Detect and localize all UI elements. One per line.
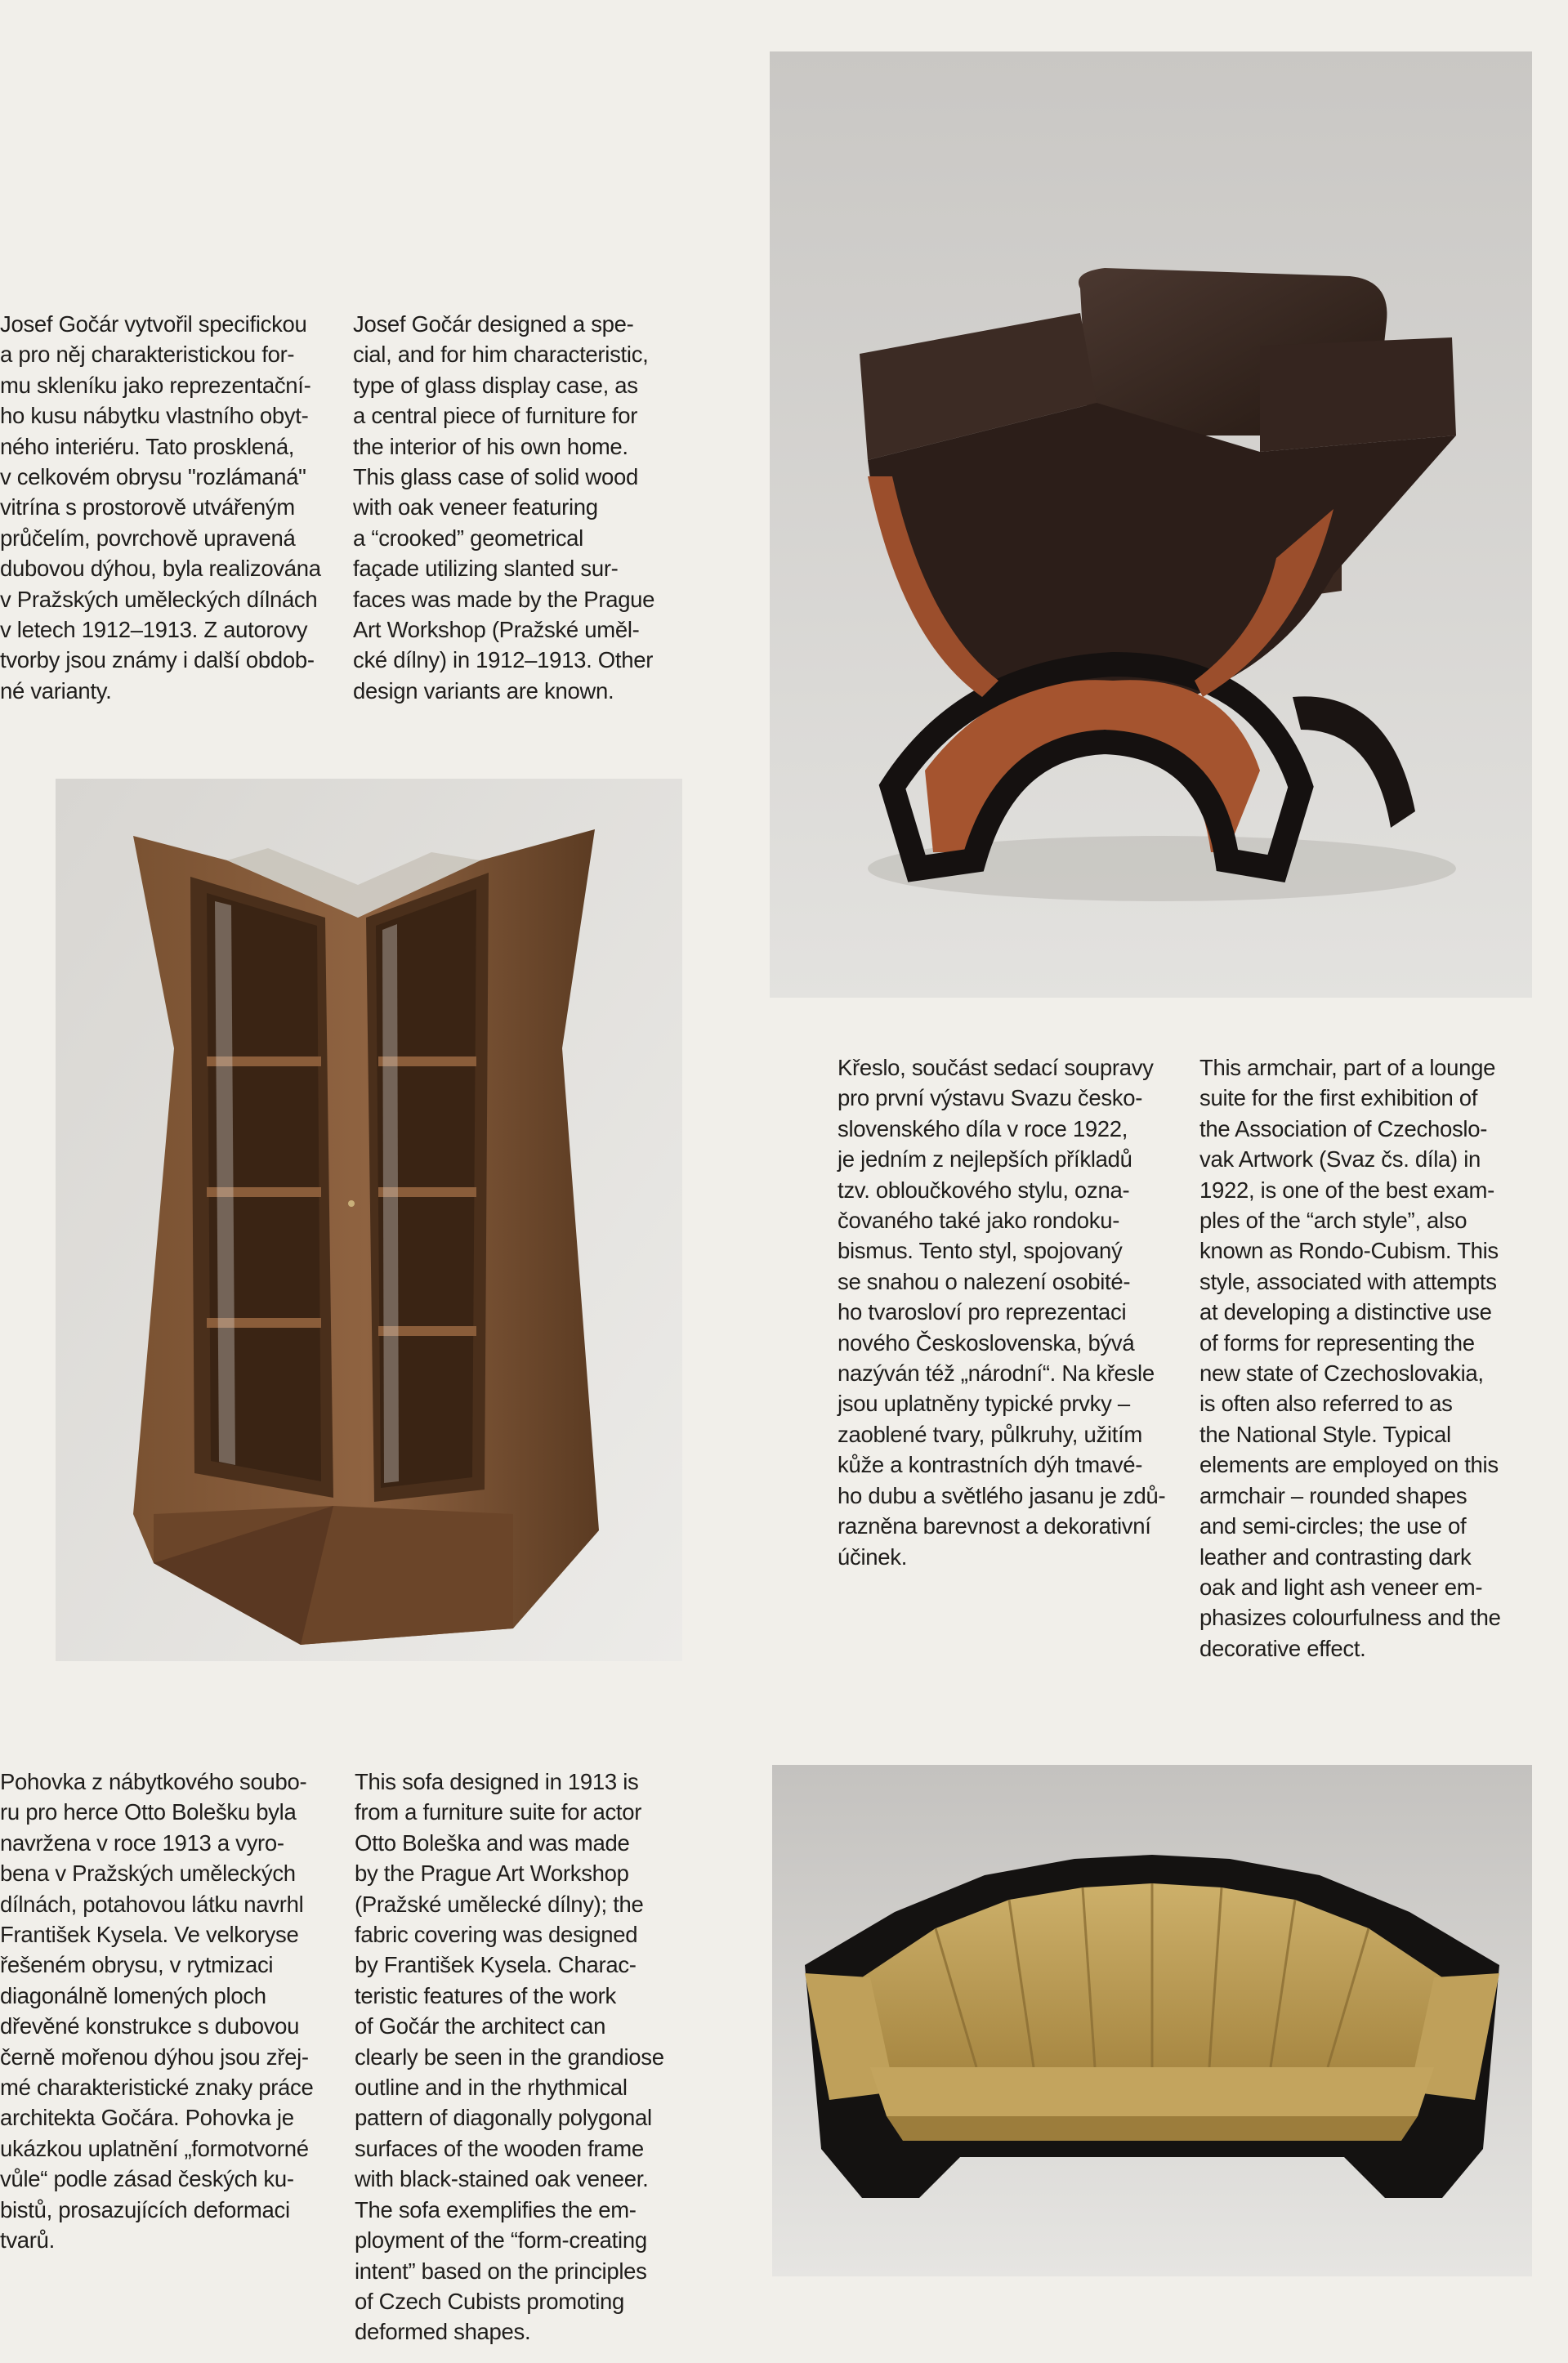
text-line: mé charakteristické znaky práce	[0, 2075, 314, 2101]
text-line: the National Style. Typical	[1199, 1421, 1451, 1447]
text-line: v letech 1912–1913. Z autorovy	[0, 617, 308, 643]
text-line: intent” based on the principles	[355, 2258, 647, 2284]
text-line: tvorby jsou známy i další obdob-	[0, 647, 315, 673]
text-line: v Pražských uměleckých dílnách	[0, 586, 318, 612]
text-line: tvarů.	[0, 2227, 55, 2254]
text-line: černě mořenou dýhou jsou zřej-	[0, 2044, 309, 2070]
text-line: Otto Boleška and was made	[355, 1829, 630, 1856]
text-line: of Czech Cubists promoting	[355, 2288, 624, 2314]
text-line: design variants are known.	[353, 677, 614, 704]
text-line: tzv. obloučkového stylu, ozna-	[838, 1177, 1130, 1203]
text-line: dubovou dýhou, byla realizována	[0, 556, 321, 582]
text-line: with black-stained oak veneer.	[355, 2166, 649, 2192]
text-line: pattern of diagonally polygonal	[355, 2105, 652, 2131]
text-line: a “crooked” geometrical	[353, 525, 583, 551]
text-line: průčelím, povrchově upravená	[0, 525, 296, 551]
text-line: from a furniture suite for actor	[355, 1799, 642, 1825]
sofa-illustration	[772, 1765, 1532, 2276]
text-line: Josef Gočár vytvořil specifickou	[0, 311, 307, 337]
text-line: the Association of Czechoslo-	[1199, 1115, 1488, 1141]
text-line: navržena v roce 1913 a vyro-	[0, 1829, 284, 1856]
text-line: čovaného také jako rondoku-	[838, 1208, 1120, 1234]
text-line: řešeném obrysu, v rytmizaci	[0, 1952, 274, 1978]
text-line: elements are employed on this	[1199, 1452, 1499, 1478]
display-case-caption-english	[353, 309, 696, 706]
text-line: fabric covering was designed	[355, 1922, 638, 1948]
text-line: František Kysela. Ve velkoryse	[0, 1922, 299, 1948]
text-line: zaoblené tvary, půlkruhy, užitím	[838, 1421, 1143, 1447]
text-line: cial, and for him characteristic,	[353, 342, 649, 368]
text-line: se snahou o nalezení osobité-	[838, 1268, 1131, 1294]
text-line: dílnách, potahovou látku navrhl	[0, 1891, 304, 1917]
armchair-illustration	[770, 51, 1532, 998]
text-line: The sofa exemplifies the em-	[355, 2196, 637, 2222]
text-line: mu skleníku jako reprezentační-	[0, 372, 311, 398]
text-line: ho kusu nábytku vlastního obyt-	[0, 403, 309, 429]
text-line: Josef Gočár designed a spe-	[353, 311, 634, 337]
text-line: pro první výstavu Svazu česko-	[838, 1085, 1143, 1111]
text-line: ployment of the “form-creating	[355, 2227, 647, 2254]
text-line: vak Artwork (Svaz čs. díla) in	[1199, 1146, 1481, 1173]
text-line: deformed shapes.	[355, 2319, 531, 2345]
text-line: is often also referred to as	[1199, 1391, 1453, 1417]
text-line: Pohovka z nábytkového soubo-	[0, 1769, 307, 1794]
text-line: phasizes colourfulness and the	[1199, 1605, 1501, 1631]
text-line: This sofa designed in 1913 is	[355, 1769, 639, 1794]
sofa-caption-czech	[0, 1767, 343, 2256]
armchair-caption-english	[1199, 1052, 1543, 1664]
text-line: razněna barevnost a dekorativní	[838, 1513, 1151, 1539]
text-line: faces was made by the Prague	[353, 586, 655, 612]
text-line: ho dubu a světlého jasanu je zdů-	[838, 1482, 1166, 1508]
text-line: bena v Pražských uměleckých	[0, 1860, 296, 1887]
text-line: vůle“ podle zásad českých ku-	[0, 2166, 294, 2192]
text-line: ru pro herce Otto Bolešku byla	[0, 1799, 297, 1825]
text-line: nazýván též „národní“. Na křesle	[838, 1360, 1155, 1387]
text-line: decorative effect.	[1199, 1635, 1366, 1661]
text-line: type of glass display case, as	[353, 372, 638, 398]
text-line: architekta Gočára. Pohovka je	[0, 2105, 294, 2131]
text-line: and semi-circles; the use of	[1199, 1513, 1467, 1539]
text-line: v celkovém obrysu "rozlámaná"	[0, 464, 306, 490]
text-line: nového Československa, bývá	[838, 1329, 1135, 1356]
text-line: slovenského díla v roce 1922,	[838, 1115, 1128, 1141]
text-line: new state of Czechoslovakia,	[1199, 1360, 1484, 1387]
text-line: by František Kysela. Charac-	[355, 1952, 637, 1978]
text-line: ukázkou uplatnění „formotvorné	[0, 2135, 309, 2161]
armchair-photo	[770, 51, 1532, 998]
text-line: a pro něj charakteristickou for-	[0, 342, 295, 368]
sofa-caption-english	[355, 1767, 698, 2347]
text-line: účinek.	[838, 1543, 908, 1570]
armchair-caption-czech	[838, 1052, 1181, 1572]
text-line: armchair – rounded shapes	[1199, 1482, 1467, 1508]
text-line: surfaces of the wooden frame	[355, 2135, 644, 2161]
text-line: ples of the “arch style”, also	[1199, 1208, 1467, 1234]
text-line: bistů, prosazujících deformaci	[0, 2196, 290, 2222]
text-line: cké dílny) in 1912–1913. Other	[353, 647, 654, 673]
text-line: of Gočár the architect can	[355, 2013, 606, 2039]
text-line: Art Workshop (Pražské uměl-	[353, 617, 640, 643]
display-case-illustration	[56, 779, 682, 1661]
text-line: jsou uplatněny typické prvky –	[838, 1391, 1130, 1417]
text-line: style, associated with attempts	[1199, 1268, 1497, 1294]
text-line: a central piece of furniture for	[353, 403, 638, 429]
text-line: oak and light ash veneer em-	[1199, 1574, 1483, 1600]
text-line: leather and contrasting dark	[1199, 1543, 1472, 1570]
text-line: (Pražské umělecké dílny); the	[355, 1891, 644, 1917]
text-line: the interior of his own home.	[353, 433, 628, 459]
text-line: façade utilizing slanted sur-	[353, 556, 619, 582]
text-line: vitrína s prostorově utvářeným	[0, 494, 295, 520]
text-line: 1922, is one of the best exam-	[1199, 1177, 1494, 1203]
text-line: outline and in the rhythmical	[355, 2075, 628, 2101]
sofa-photo	[772, 1765, 1532, 2276]
text-line: ho tvarosloví pro reprezentaci	[838, 1299, 1127, 1325]
text-line: by the Prague Art Workshop	[355, 1860, 629, 1887]
text-line: Křeslo, součást sedací soupravy	[838, 1055, 1154, 1080]
text-line: ného interiéru. Tato prosklená,	[0, 433, 295, 459]
text-line: with oak veneer featuring	[353, 494, 598, 520]
text-line: suite for the first exhibition of	[1199, 1085, 1478, 1111]
text-line: je jedním z nejlepších příkladů	[838, 1146, 1132, 1173]
text-line: dřevěné konstrukce s dubovou	[0, 2013, 300, 2039]
text-line: of forms for representing the	[1199, 1329, 1475, 1356]
text-line: known as Rondo-Cubism. This	[1199, 1238, 1499, 1264]
text-line: kůže a kontrastních dýh tmavé-	[838, 1452, 1143, 1478]
text-line: diagonálně lomených ploch	[0, 1982, 266, 2008]
text-line: teristic features of the work	[355, 1982, 616, 2008]
text-line: bismus. Tento styl, spojovaný	[838, 1238, 1123, 1264]
text-line: clearly be seen in the grandiose	[355, 2044, 664, 2070]
display-case-photo	[56, 779, 682, 1661]
text-line: This glass case of solid wood	[353, 464, 638, 490]
text-line: né varianty.	[0, 677, 112, 704]
text-line: at developing a distinctive use	[1199, 1299, 1492, 1325]
text-line: This armchair, part of a lounge	[1199, 1055, 1496, 1080]
display-case-caption-czech	[0, 309, 343, 706]
